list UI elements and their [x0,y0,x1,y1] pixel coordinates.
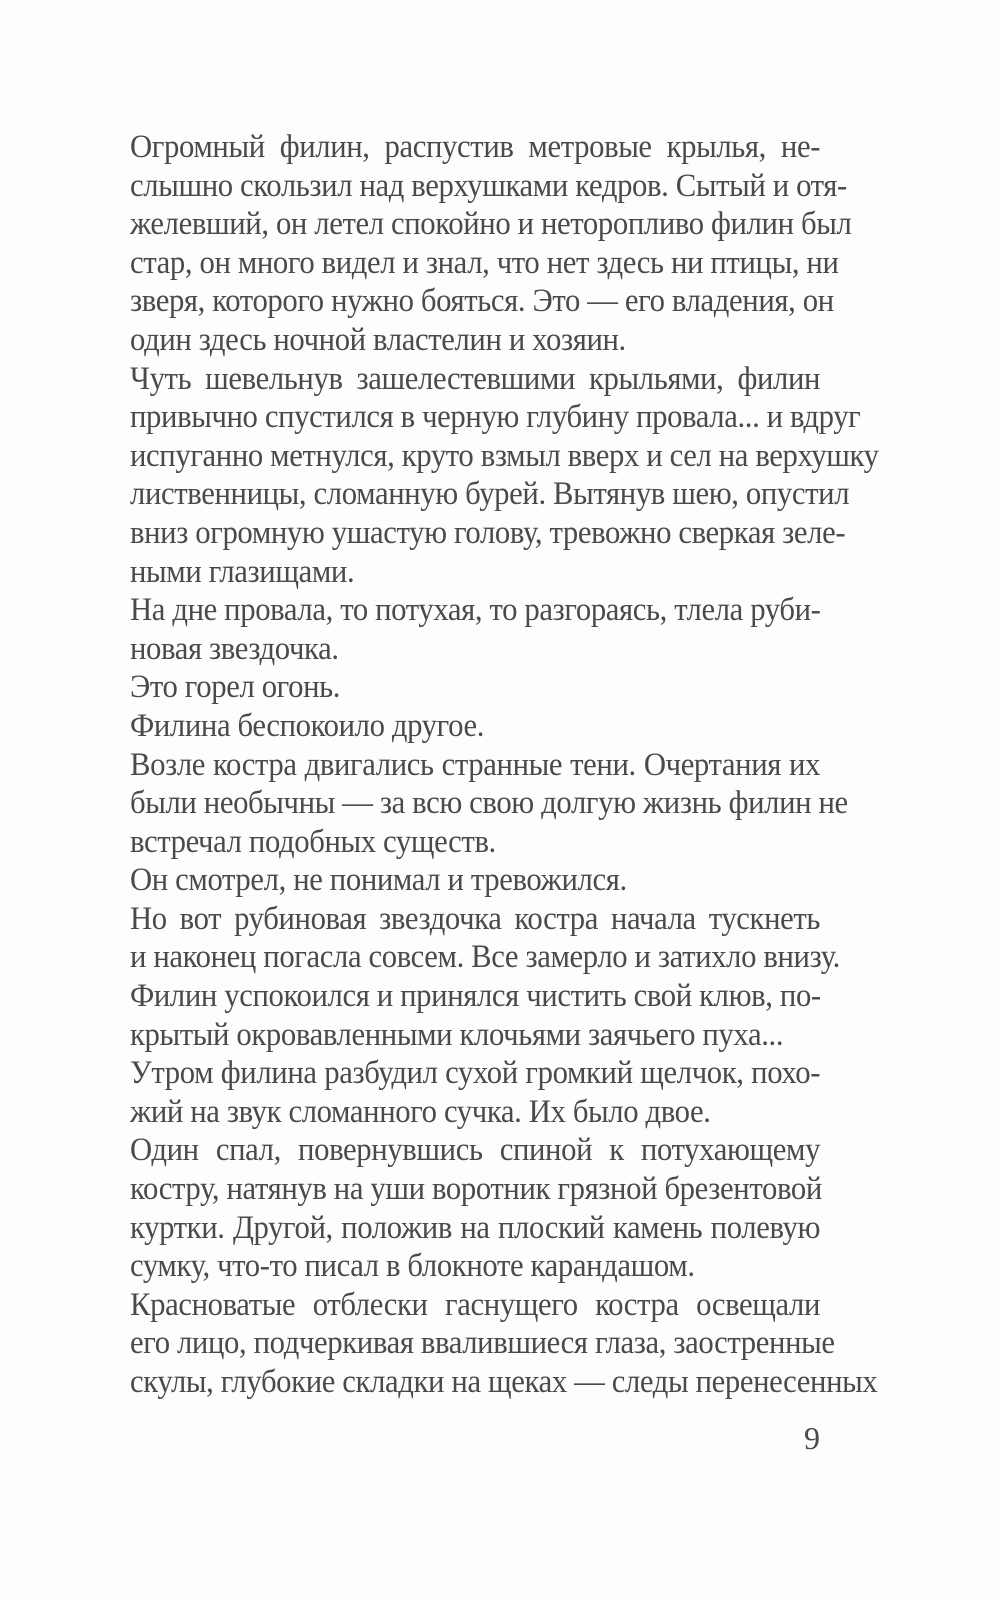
text-line: крытый окровавленными клочьями заячьего пуха... [130,1016,784,1053]
text-line: Филина беспокоило другое. [130,707,485,744]
text-line: были необычны — за всю свою долгую жизнь филин не [130,785,848,822]
text-line: привычно спустился в черную глубину провала... и вдруг [130,399,861,436]
text-line: жий на звук сломанного сучка. Их было двое. [130,1093,711,1130]
text-line: и наконец погасла совсем. Все замерло и затихло внизу. [130,939,840,976]
text-line: Огромный филин, распустив метровые крылья, не- [130,129,821,165]
text-line: новая звездочка. [130,630,339,667]
text-line: Филин успокоился и принялся чистить свой клюв, по- [130,978,821,1015]
text-line: лиственницы, сломанную бурей. Вытянув шею, опустил [130,476,850,513]
text-line: Но вот рубиновая звездочка костра начала тускнеть [130,900,821,937]
text-line: Утром филина разбудил сухой громкий щелчок, похо- [130,1055,821,1092]
text-line: Он смотрел, не понимал и тревожился. [130,862,627,899]
text-line: Чуть шевельнув зашелестевшими крыльями, филин [130,360,821,397]
text-line: ными глазищами. [130,553,355,590]
text-line: встречал подобных существ. [130,823,496,860]
text-line: Возле костра двигались странные тени. Очертания их [130,746,821,783]
text-line: желевший, он летел спокойно и неторопливо филин был [130,206,852,243]
text-line: На дне провала, то потухая, то разгораясь, тлела руби- [130,592,821,629]
page-number: 9 [804,1420,820,1456]
text-line: скулы, глубокие складки на щеках — следы перенесенных [130,1364,878,1400]
text-line: вниз огромную ушастую голову, тревожно сверкая зеле- [130,514,846,551]
text-line: сумку, что-то писал в блокноте карандашом. [130,1248,695,1285]
text-line: его лицо, подчеркивая ввалившиеся глаза, заостренные [130,1325,835,1362]
text-line: один здесь ночной властелин и хозяин. [130,321,626,358]
body-text [130,128,879,1402]
text-line: зверя, которого нужно бояться. Это — его владения, он [130,283,834,320]
text-line: испуганно метнулся, круто взмыл вверх и сел на верхушку [130,437,879,474]
text-line: куртки. Другой, положив на плоский камень полевую [130,1209,821,1246]
text-line: Один спал, повернувшись спиной к потухающему [130,1132,821,1169]
text-line: стар, он много видел и знал, что нет здесь ни птицы, ни [130,244,839,281]
text-line: костру, натянув на уши воротник грязной брезентовой [130,1171,822,1208]
text-line: Красноватые отблески гаснущего костра освещали [130,1286,821,1323]
text-line: Это горел огонь. [130,669,341,706]
text-line: слышно скользил над верхушками кедров. Сытый и отя- [130,167,847,204]
